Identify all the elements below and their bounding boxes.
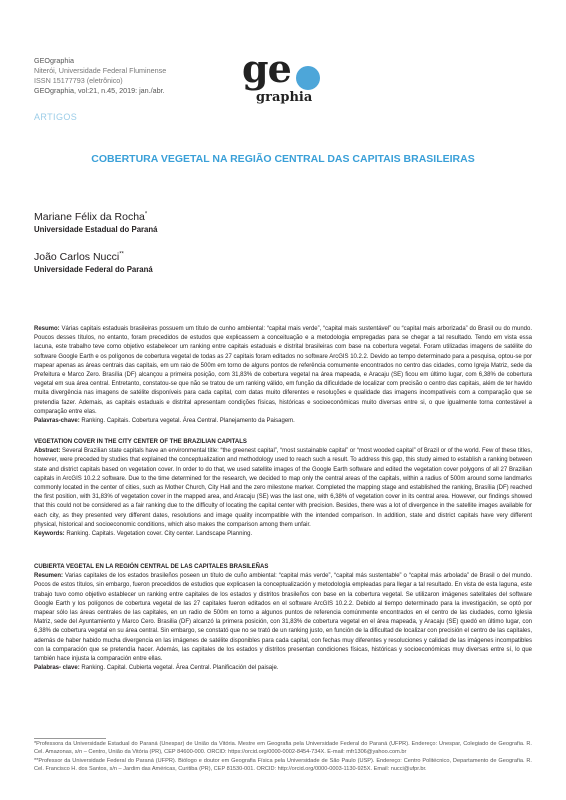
author-1-name: Mariane Félix da Rocha*: [34, 211, 148, 223]
footnote-1: *Professora da Universidade Estadual do Paraná (Unespar) de União da Vitória. Mestre em Geografia pela Universidade Federal do Paraná (UFPR). Endereço: Unespar, Colegiado de Geografia. R. Cel. Amazonas, s/n – Centro, União da Vitória (PR), CEP 84600-000. ORCID: https://orcid.org/0000-0002-8454-734X. E-mail: mfr1306@yahoo.com.br: [34, 741, 532, 756]
logo-sub-text: graphia: [256, 90, 313, 105]
abstract-portuguese: Resumo: Várias capitais estaduais brasileiras possuem um título de cunho ambiental: “capital mais verde”, “capital mais sustentável” ou “capital mais arborizada” do Brasil ou do mundo. Poucos desses títulos, no entanto, foram precedidos de estudos que explicassem a conceituação e a metodologia empregadas para se chegar a tal resultado. Tendo em vista essa lacuna, este trabalho teve como objetivo estabelecer um ranking entre capitais estaduais e distrital brasileiras com base na cobertura vegetal. Foram utilizadas imagens de satélite do software Google Earth e os polígonos de cobertura vegetal de todas as 27 capitais foram editados no software ArcGIS 10.2.2. Devido ao tempo determinado para a pesquisa, optou-se por mapear apenas as áreas centrais das capitais, em um raio de 500m em torno de alguns pontos de referência comumente encontrados no centro das cidades, como Igreja Matriz, sede da Prefeitura e Marco Zero. Brasília (DF) alcançou a primeira posição, com 31,83% de cobertura vegetal na área mapeada, e Aracaju (SE) ficou em último lugar, com 6,38% de cobertura vegetal em sua área central. Entretanto, constatou-se que não se tratou de um ranking válido, em função da dificuldade de localizar com precisão o centro das capitais, além de ter havido muita divergência nas imagens de satélite disponíveis para cada capital, com datas muito diferentes e resoluções e qualidade das imagens incompatíveis com a comparação que se pretendia fazer. Ademais, as capitais estaduais e distrital apresentam condições físicas, históricas e socioeconômicas muito diversas entre si, o que igualmente torna contestável a comparação entre elas. Palavras-chave: Ranking. Capitais. Cobertura vegetal. Área Central. Planejamento da Paisagem.: [34, 326, 532, 425]
footnote-2: **Professor da Universidade Federal do Paraná (UFPR). Biólogo e doutor em Geografia Física pela Universidade de São Paulo (USP). Endereço: Centro Politécnico, Departamento de Geografia. R. Cel. Francisco H. dos Santos, s/n – Jardim das Américas, Curitiba (PR), CEP 81530-001. ORCID: http://orcid.org/0000-0003-1130-925X. Email: nucci@ufpr.br.: [34, 757, 532, 773]
footnotes: [34, 740, 532, 774]
footnote-divider: [34, 738, 106, 739]
geographia-logo: [242, 46, 332, 108]
author-2-name: João Carlos Nucci**: [34, 251, 124, 263]
journal-issue: GEOgraphia, vol:21, n.45, 2019: jan./abr.: [34, 86, 165, 95]
abstract-spanish: CUBIERTA VEGETAL EN LA REGIÓN CENTRAL DE LAS CAPITALES BRASILEÑAS Resumen: Varias capitales de los estados brasileños poseen un título de cuño ambiental: “capital más verde”, “capital más sustentable” o “capital más arbolada” de Brasil o del mundo. Pocos de estos títulos, sin embargo, fueron precedidos de estudios que explicasen la conceptualización y metodología empleadas para llegar a tal resultado. En vista de esta laguna, este trabajo tuvo como objetivo establecer un ranking entre capitales de los estados y distritos brasileños con base en la cobertura vegetal. Se utilizaron imágenes satelitales del software Google Earth y los polígonos de cobertura vegetal de las 27 capitales fueron editados en el software ArcGIS 10.2.2. Debido al tiempo determinado para la investigación, se optó por mapear sólo las áreas centrales de las capitales, en un radio de 500m en torno a algunos puntos de referencia comúnmente encontrados en el centro de las ciudades, como Iglesia Matriz, sede del Ayuntamiento y Marco Cero. Brasilia (DF) alcanzó la primera posición, con 31,83% de cobertura vegetal en el área mapeada, y Aracaju (SE) quedó en último lugar, con 6,38% de cobertura vegetal en su área central. Sin embargo, se constató que no se trató de un ranking justo, en función de la dificultad de localizar con precisión el centro de las capitales, además de haber habido mucha divergencia en las imágenes de satélite disponibles para cada capital, con fechas muy diferentes y resoluciones y calidad de las imágenes incompatibles con la comparación que se pretendía hacer. Además, las capitales de los estados y distritos presentan condiciones físicas, históricas y socioeconómicas muy diversas entre sí, lo que también hace injusta la comparación entre ellas. Palabras- clave: Ranking. Capital. Cubierta vegetal. Área Central. Planificación del paisaje.: [34, 564, 532, 672]
author-1-affiliation: Universidade Estadual do Paraná: [34, 225, 158, 234]
journal-name: GEOgraphia: [34, 56, 74, 65]
article-title: COBERTURA VEGETAL NA REGIÃO CENTRAL DAS CAPITAIS BRASILEIRAS: [91, 153, 475, 165]
logo-dot-icon: [296, 66, 320, 90]
logo-main-text: ge: [242, 46, 291, 91]
abstract-english: VEGETATION COVER IN THE CITY CENTER OF THE BRAZILIAN CAPITALS Abstract: Several Brazilian state capitals have an environmental title: “the greenest capital”, “most sustainable capital” or “most wooded capital” of Brazil or of the world. Few of these titles, however, were preceded by studies that explained the conceptualization and methodology used to reach such a result. To address this gap, this study aimed to establish a ranking between state and district capitals based on vegetation cover. In order to do that, we used satellite images of the Google Earth software and edited the vegetation cover polygons of all 27 Brazilian capitals in ArcGIS 10.2.2 software. Due to the time determined for the research, we decided to map only the central areas of the capitals, within a radius of 500m around some landmarks commonly located in the center of cities, such as Mother Church, City Hall and the zero milestone marker. Completed the mapping stage and established the ranking, Brasília (DF) reached the first position, with 31,83% of vegetation cover in the mapped area, and Aracaju (SE) was the last one, with 6,38% of vegetation cover in its central area. However, our findings showed that this could not be considered as a fair ranking due to the difficulty of locating the capital center with precision. Besides, there was a lot of divergence in the satellite images available for each city, as they presented very different dates, resolutions and image quality incompatible with the intended comparison. In addition, state and district capitals have very different physical, historical and socioeconomic conditions, which also makes the comparison among them unfair. Keywords: Ranking. Capitals. Vegetation cover. City center. Landscape Planning.: [34, 439, 532, 538]
journal-header: [34, 56, 166, 96]
section-label: ARTIGOS: [34, 112, 78, 122]
journal-issn: ISSN 15177793 (eletrônico): [34, 76, 123, 85]
journal-university: Niterói, Universidade Federal Fluminense: [34, 66, 167, 75]
author-2-affiliation: Universidade Federal do Paraná: [34, 265, 153, 274]
